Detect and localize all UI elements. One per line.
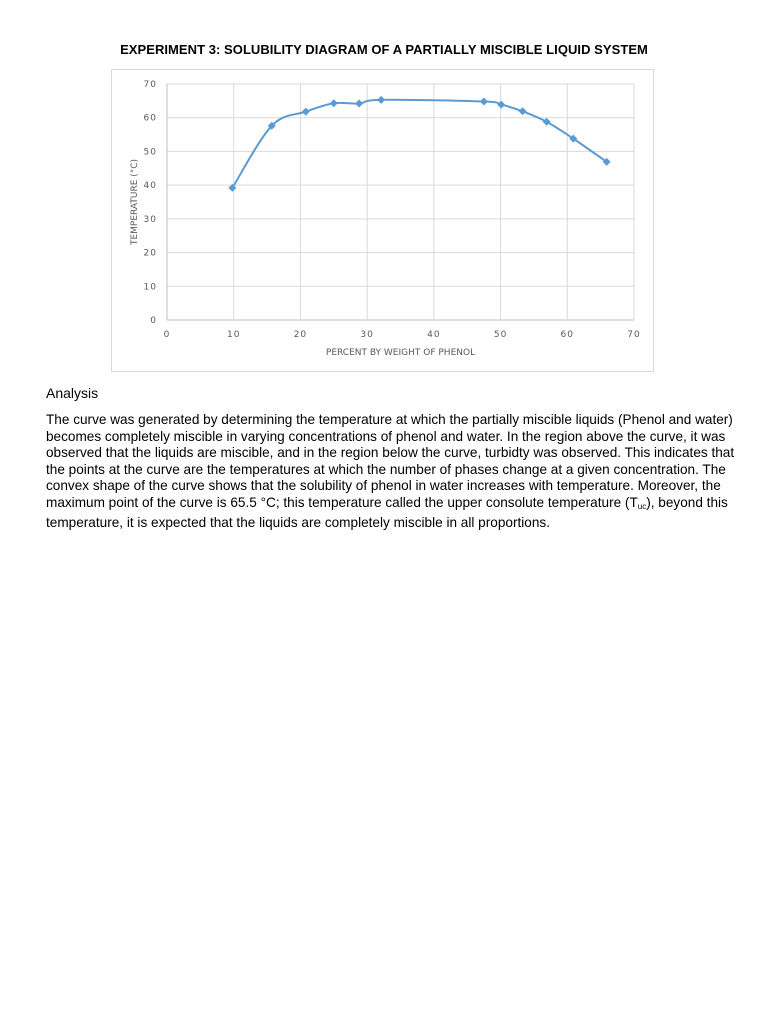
data-point-marker [330, 99, 338, 107]
solubility-chart [112, 70, 653, 371]
analysis-heading: Analysis [46, 385, 99, 401]
y-tick-label: 20 [143, 248, 157, 259]
y-tick-label: 70 [143, 80, 157, 90]
chart-markers [228, 96, 610, 192]
analysis-subscript: uc [637, 501, 647, 511]
analysis-paragraph [46, 412, 736, 532]
data-point-marker [355, 100, 363, 108]
data-point-marker [497, 101, 505, 109]
analysis-text: The curve was generated by determining the temperature at which the partially miscible liquids (Phenol and water) becomes completely miscible in varying concentrations of phenol and water. In the region above the curve, it was observed that the liquids are miscible, and in the region below the curve, turbidty was observed. This indicates that the points at the curve are the temperatures at which the number of phases change at a given concentration. The convex shape of the curve shows that the solubility of phenol in water increases with temperature. Moreover, the maximum point of the curve is 65.5 °C; this temperature called the upper consolute temperature (T [46, 412, 735, 510]
y-tick-label: 60 [143, 113, 157, 124]
y-tick-label: 10 [143, 282, 157, 293]
x-tick-label: 0 [163, 330, 171, 340]
chart-container [111, 69, 654, 372]
y-tick-label: 50 [143, 147, 157, 158]
analysis-text-continued: ), beyond this temperature, it is expected that the liquids are completely miscible in all proportions. [46, 494, 728, 530]
x-axis-title: PERCENT BY WEIGHT OF PHENOL [325, 348, 476, 358]
y-tick-label: 30 [143, 214, 157, 225]
y-axis-title: TEMPERATURE (°C) [130, 158, 140, 246]
data-point-marker [480, 98, 488, 106]
y-tick-label: 40 [143, 181, 157, 192]
data-point-marker [519, 107, 527, 115]
chart-gridlines [167, 84, 634, 320]
y-tick-label: 0 [150, 316, 157, 326]
x-tick-label: 20 [293, 330, 308, 340]
x-tick-label: 10 [226, 330, 241, 340]
page-title: EXPERIMENT 3: SOLUBILITY DIAGRAM OF A PARTIALLY MISCIBLE LIQUID SYSTEM [120, 42, 648, 57]
x-tick-label: 70 [627, 330, 641, 340]
data-point-marker [543, 118, 551, 126]
x-tick-label: 40 [427, 330, 441, 340]
data-point-marker [377, 96, 385, 104]
data-point-marker [302, 108, 310, 116]
x-tick-label: 30 [360, 330, 374, 340]
x-tick-label: 60 [560, 330, 575, 340]
series-line [232, 100, 606, 188]
x-tick-label: 50 [493, 330, 508, 340]
chart-tick-labels [144, 80, 641, 340]
